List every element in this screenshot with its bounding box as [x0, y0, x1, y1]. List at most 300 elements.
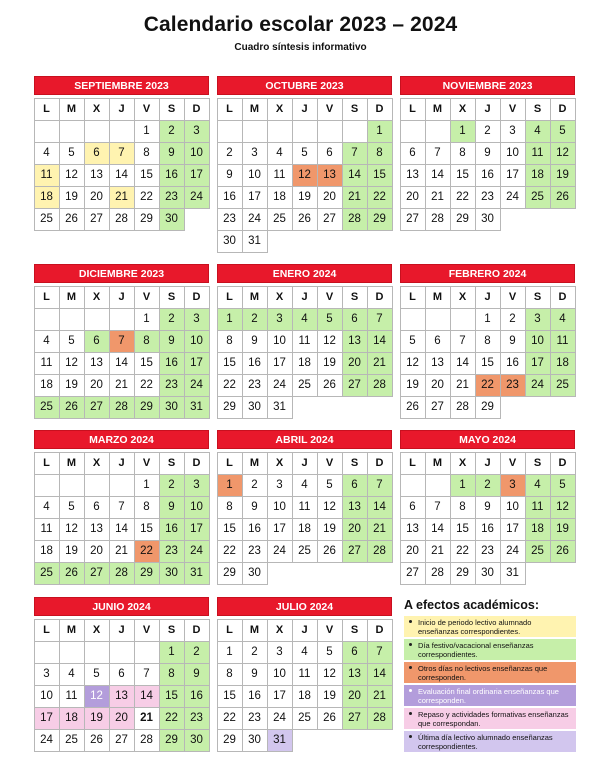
day-cell: 15 [134, 518, 160, 541]
weekday-label: M [425, 98, 451, 121]
day-cell: 8 [134, 496, 160, 519]
weekday-label: M [242, 286, 268, 309]
day-cell: 6 [84, 142, 110, 165]
weekday-label: J [109, 98, 135, 121]
day-cell: 26 [84, 729, 110, 752]
day-cell: 16 [475, 164, 501, 187]
day-cell: 2 [159, 120, 185, 143]
empty-cell [400, 120, 426, 143]
day-cell: 27 [425, 396, 451, 419]
day-cell: 11 [292, 330, 318, 353]
day-cell: 17 [267, 518, 293, 541]
weekday-label: L [217, 619, 243, 642]
day-cell: 21 [109, 374, 135, 397]
day-cell: 14 [450, 352, 476, 375]
month-day-grid [400, 286, 575, 418]
month-header: JULIO 2024 [217, 597, 392, 616]
month-day-grid [217, 286, 392, 418]
day-cell: 6 [400, 142, 426, 165]
weekday-label: D [550, 452, 576, 475]
empty-cell [59, 308, 85, 331]
day-cell: 28 [342, 208, 368, 231]
weekday-label: X [267, 619, 293, 642]
day-cell: 30 [159, 208, 185, 231]
day-cell: 27 [400, 208, 426, 231]
day-cell: 22 [217, 540, 243, 563]
month-header: FEBRERO 2024 [400, 264, 575, 283]
day-cell: 5 [317, 308, 343, 331]
month-day-grid [217, 452, 392, 584]
day-cell: 11 [34, 518, 60, 541]
day-cell: 9 [242, 496, 268, 519]
weekday-label: L [34, 619, 60, 642]
weekday-label: S [525, 286, 551, 309]
day-cell: 8 [217, 496, 243, 519]
day-cell: 2 [217, 142, 243, 165]
day-cell: 28 [425, 562, 451, 585]
day-cell: 8 [450, 142, 476, 165]
legend-items [404, 616, 576, 752]
day-cell: 1 [134, 120, 160, 143]
day-cell: 11 [550, 330, 576, 353]
weekday-label: M [59, 286, 85, 309]
day-cell: 8 [475, 330, 501, 353]
day-cell: 3 [267, 308, 293, 331]
weekday-label: V [500, 98, 526, 121]
legend-item-green [404, 639, 576, 660]
day-cell: 16 [159, 352, 185, 375]
day-cell: 9 [217, 164, 243, 187]
day-cell: 23 [159, 186, 185, 209]
month-header: MAYO 2024 [400, 430, 575, 449]
day-cell: 18 [525, 164, 551, 187]
empty-cell [109, 120, 135, 143]
day-cell: 22 [134, 540, 160, 563]
weekday-label: V [317, 286, 343, 309]
day-cell: 10 [184, 330, 210, 353]
day-cell: 29 [450, 562, 476, 585]
empty-cell [109, 474, 135, 497]
day-cell: 13 [400, 518, 426, 541]
day-cell: 4 [59, 663, 85, 686]
day-cell: 2 [159, 474, 185, 497]
day-cell: 1 [134, 474, 160, 497]
day-cell: 9 [184, 663, 210, 686]
empty-cell [84, 474, 110, 497]
day-cell: 20 [342, 518, 368, 541]
day-cell: 24 [500, 186, 526, 209]
bullet-icon [409, 620, 412, 623]
day-cell: 19 [84, 707, 110, 730]
day-cell: 23 [217, 208, 243, 231]
day-cell: 12 [317, 663, 343, 686]
month-4 [217, 264, 392, 418]
day-cell: 6 [342, 641, 368, 664]
day-cell: 30 [475, 208, 501, 231]
day-cell: 4 [34, 330, 60, 353]
day-cell: 10 [34, 685, 60, 708]
empty-cell [109, 308, 135, 331]
day-cell: 24 [184, 540, 210, 563]
legend-title: A efectos académicos: [404, 598, 540, 612]
day-cell: 7 [425, 142, 451, 165]
day-cell: 18 [59, 707, 85, 730]
weekday-label: S [525, 452, 551, 475]
day-cell: 9 [242, 663, 268, 686]
day-cell: 10 [267, 330, 293, 353]
day-cell: 13 [84, 164, 110, 187]
day-cell: 18 [292, 518, 318, 541]
day-cell: 24 [267, 374, 293, 397]
day-cell: 12 [84, 685, 110, 708]
day-cell: 15 [217, 518, 243, 541]
empty-cell [134, 641, 160, 664]
day-cell: 18 [292, 352, 318, 375]
day-cell: 8 [367, 142, 393, 165]
day-cell: 11 [525, 496, 551, 519]
weekday-label: L [34, 98, 60, 121]
day-cell: 10 [500, 142, 526, 165]
day-cell: 4 [550, 308, 576, 331]
day-cell: 18 [267, 186, 293, 209]
day-cell: 31 [267, 729, 293, 752]
bullet-icon [409, 689, 412, 692]
day-cell: 18 [34, 374, 60, 397]
day-cell: 7 [109, 496, 135, 519]
month-day-grid [400, 98, 575, 230]
legend-item-text: Otros días no lectivos enseñanzas que corresponden. [418, 664, 548, 682]
day-cell: 4 [525, 474, 551, 497]
day-cell: 17 [242, 186, 268, 209]
day-cell: 27 [84, 562, 110, 585]
month-day-grid [34, 286, 209, 418]
weekday-label: J [109, 452, 135, 475]
bullet-icon [409, 735, 412, 738]
day-cell: 30 [242, 396, 268, 419]
weekday-label: D [184, 619, 210, 642]
weekday-label: X [267, 452, 293, 475]
weekday-label: V [317, 98, 343, 121]
empty-cell [267, 120, 293, 143]
month-1 [217, 76, 392, 252]
weekday-label: J [475, 452, 501, 475]
day-cell: 3 [267, 641, 293, 664]
day-cell: 5 [317, 474, 343, 497]
month-header: OCTUBRE 2023 [217, 76, 392, 95]
day-cell: 15 [367, 164, 393, 187]
day-cell: 11 [34, 352, 60, 375]
weekday-label: D [184, 98, 210, 121]
day-cell: 10 [525, 330, 551, 353]
day-cell: 27 [342, 374, 368, 397]
day-cell: 2 [184, 641, 210, 664]
day-cell: 23 [475, 540, 501, 563]
day-cell: 11 [267, 164, 293, 187]
day-cell: 4 [292, 641, 318, 664]
empty-cell [34, 474, 60, 497]
empty-cell [242, 120, 268, 143]
day-cell: 29 [217, 729, 243, 752]
day-cell: 31 [500, 562, 526, 585]
weekday-label: V [317, 619, 343, 642]
day-cell: 7 [109, 142, 135, 165]
weekday-label: S [342, 98, 368, 121]
weekday-label: M [425, 286, 451, 309]
day-cell: 14 [342, 164, 368, 187]
day-cell: 23 [242, 540, 268, 563]
day-cell: 23 [475, 186, 501, 209]
day-cell: 26 [317, 374, 343, 397]
weekday-label: S [159, 619, 185, 642]
month-header: JUNIO 2024 [34, 597, 209, 616]
day-cell: 9 [159, 496, 185, 519]
day-cell: 13 [342, 663, 368, 686]
day-cell: 15 [134, 164, 160, 187]
day-cell: 28 [450, 396, 476, 419]
day-cell: 12 [292, 164, 318, 187]
day-cell: 21 [425, 540, 451, 563]
day-cell: 18 [34, 186, 60, 209]
day-cell: 1 [475, 308, 501, 331]
day-cell: 28 [134, 729, 160, 752]
legend-item-text: Día festivo/vacacional enseñanzas correspondientes. [418, 641, 534, 659]
day-cell: 20 [425, 374, 451, 397]
day-cell: 27 [109, 729, 135, 752]
day-cell: 14 [367, 663, 393, 686]
month-5 [400, 264, 575, 418]
day-cell: 15 [475, 352, 501, 375]
month-header: MARZO 2024 [34, 430, 209, 449]
day-cell: 1 [367, 120, 393, 143]
weekday-label: M [59, 452, 85, 475]
weekday-label: D [184, 286, 210, 309]
empty-cell [292, 120, 318, 143]
day-cell: 29 [475, 396, 501, 419]
day-cell: 25 [525, 186, 551, 209]
day-cell: 28 [109, 208, 135, 231]
day-cell: 14 [367, 330, 393, 353]
day-cell: 15 [217, 685, 243, 708]
day-cell: 14 [367, 496, 393, 519]
day-cell: 8 [450, 496, 476, 519]
weekday-label: X [267, 286, 293, 309]
weekday-label: L [217, 98, 243, 121]
legend-item-purple [404, 685, 576, 706]
day-cell: 15 [450, 518, 476, 541]
day-cell: 1 [217, 474, 243, 497]
day-cell: 20 [84, 186, 110, 209]
day-cell: 26 [550, 540, 576, 563]
day-cell: 28 [109, 562, 135, 585]
weekday-label: V [134, 286, 160, 309]
day-cell: 29 [450, 208, 476, 231]
weekday-label: V [134, 98, 160, 121]
weekday-label: M [59, 619, 85, 642]
day-cell: 3 [500, 474, 526, 497]
day-cell: 5 [59, 142, 85, 165]
day-cell: 26 [59, 562, 85, 585]
day-cell: 29 [217, 396, 243, 419]
bullet-icon [409, 666, 412, 669]
weekday-label: M [59, 98, 85, 121]
day-cell: 17 [500, 164, 526, 187]
month-header: ABRIL 2024 [217, 430, 392, 449]
day-cell: 16 [184, 685, 210, 708]
day-cell: 30 [242, 562, 268, 585]
day-cell: 5 [59, 330, 85, 353]
day-cell: 7 [367, 474, 393, 497]
legend [404, 598, 576, 754]
empty-cell [59, 120, 85, 143]
day-cell: 28 [367, 707, 393, 730]
weekday-label: V [317, 452, 343, 475]
weekday-label: D [184, 452, 210, 475]
weekday-label: S [159, 452, 185, 475]
empty-cell [59, 474, 85, 497]
day-cell: 14 [425, 518, 451, 541]
day-cell: 8 [217, 663, 243, 686]
day-cell: 13 [400, 164, 426, 187]
day-cell: 6 [342, 308, 368, 331]
day-cell: 12 [317, 496, 343, 519]
day-cell: 16 [159, 518, 185, 541]
day-cell: 10 [267, 496, 293, 519]
month-header: SEPTIEMBRE 2023 [34, 76, 209, 95]
day-cell: 19 [550, 518, 576, 541]
day-cell: 29 [159, 729, 185, 752]
day-cell: 24 [184, 374, 210, 397]
day-cell: 25 [59, 729, 85, 752]
day-cell: 26 [317, 707, 343, 730]
day-cell: 2 [242, 474, 268, 497]
day-cell: 19 [317, 685, 343, 708]
day-cell: 30 [184, 729, 210, 752]
day-cell: 19 [550, 164, 576, 187]
day-cell: 31 [267, 396, 293, 419]
weekday-label: J [292, 286, 318, 309]
day-cell: 20 [400, 186, 426, 209]
empty-cell [217, 120, 243, 143]
weekday-label: V [500, 452, 526, 475]
day-cell: 3 [184, 474, 210, 497]
day-cell: 6 [84, 330, 110, 353]
weekday-label: D [550, 286, 576, 309]
day-cell: 24 [500, 540, 526, 563]
weekday-label: X [84, 452, 110, 475]
day-cell: 1 [159, 641, 185, 664]
day-cell: 6 [317, 142, 343, 165]
day-cell: 17 [267, 352, 293, 375]
day-cell: 3 [500, 120, 526, 143]
day-cell: 19 [317, 352, 343, 375]
day-cell: 3 [184, 308, 210, 331]
day-cell: 4 [292, 308, 318, 331]
day-cell: 21 [450, 374, 476, 397]
weekday-label: X [84, 286, 110, 309]
day-cell: 3 [525, 308, 551, 331]
empty-cell [34, 641, 60, 664]
day-cell: 26 [550, 186, 576, 209]
day-cell: 19 [292, 186, 318, 209]
day-cell: 4 [292, 474, 318, 497]
day-cell: 17 [34, 707, 60, 730]
weekday-label: V [500, 286, 526, 309]
empty-cell [400, 474, 426, 497]
day-cell: 8 [134, 142, 160, 165]
weekday-label: J [292, 619, 318, 642]
day-cell: 28 [109, 396, 135, 419]
day-cell: 12 [317, 330, 343, 353]
day-cell: 22 [450, 540, 476, 563]
day-cell: 20 [317, 186, 343, 209]
day-cell: 25 [292, 707, 318, 730]
day-cell: 6 [342, 474, 368, 497]
weekday-label: L [400, 98, 426, 121]
month-header: NOVIEMBRE 2023 [400, 76, 575, 95]
day-cell: 7 [450, 330, 476, 353]
day-cell: 26 [400, 396, 426, 419]
month-0 [34, 76, 209, 230]
day-cell: 30 [217, 230, 243, 253]
empty-cell [59, 641, 85, 664]
weekday-label: S [159, 286, 185, 309]
day-cell: 8 [159, 663, 185, 686]
day-cell: 22 [475, 374, 501, 397]
day-cell: 17 [184, 518, 210, 541]
day-cell: 14 [425, 164, 451, 187]
day-cell: 1 [450, 120, 476, 143]
day-cell: 12 [59, 164, 85, 187]
day-cell: 18 [34, 540, 60, 563]
weekday-label: M [425, 452, 451, 475]
day-cell: 17 [184, 164, 210, 187]
weekday-label: L [217, 452, 243, 475]
empty-cell [425, 120, 451, 143]
day-cell: 22 [217, 707, 243, 730]
day-cell: 9 [500, 330, 526, 353]
day-cell: 6 [109, 663, 135, 686]
day-cell: 11 [525, 142, 551, 165]
day-cell: 17 [184, 352, 210, 375]
bullet-icon [409, 643, 412, 646]
day-cell: 10 [242, 164, 268, 187]
day-cell: 19 [59, 540, 85, 563]
day-cell: 15 [134, 352, 160, 375]
day-cell: 6 [425, 330, 451, 353]
day-cell: 27 [342, 540, 368, 563]
month-day-grid [34, 452, 209, 584]
day-cell: 7 [367, 641, 393, 664]
empty-cell [84, 641, 110, 664]
day-cell: 24 [267, 707, 293, 730]
day-cell: 29 [134, 208, 160, 231]
legend-item-text: Inicio de periodo lectivo alumnado enseñanzas correspondientes. [418, 618, 532, 636]
day-cell: 16 [242, 518, 268, 541]
day-cell: 1 [134, 308, 160, 331]
weekday-label: D [550, 98, 576, 121]
day-cell: 30 [159, 396, 185, 419]
day-cell: 23 [242, 707, 268, 730]
weekday-label: M [242, 98, 268, 121]
day-cell: 9 [159, 142, 185, 165]
day-cell: 10 [184, 142, 210, 165]
day-cell: 12 [59, 518, 85, 541]
day-cell: 9 [159, 330, 185, 353]
day-cell: 21 [342, 186, 368, 209]
day-cell: 27 [400, 562, 426, 585]
day-cell: 12 [400, 352, 426, 375]
day-cell: 25 [525, 540, 551, 563]
